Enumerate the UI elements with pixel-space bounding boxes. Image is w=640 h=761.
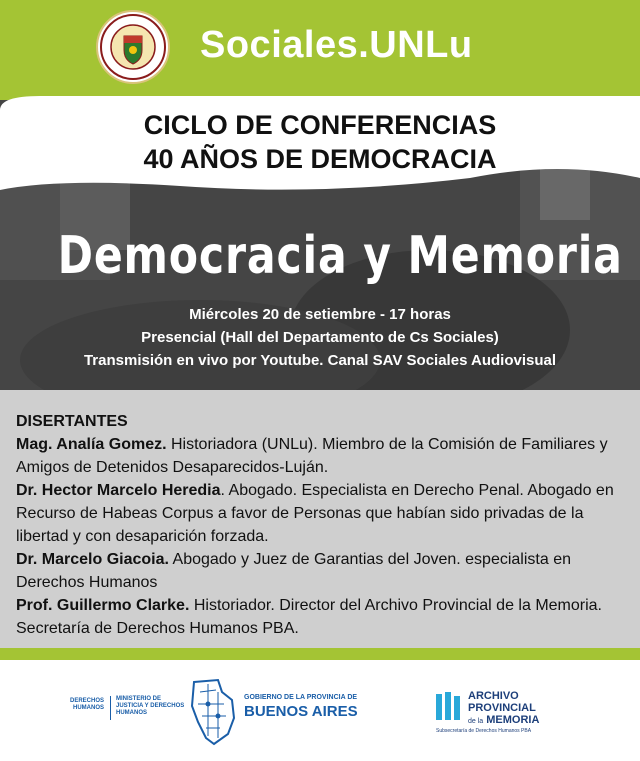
event-details (0, 303, 640, 372)
event-date: Miércoles 20 de setiembre - 17 horas (189, 306, 451, 323)
cycle-line-1: CICLO DE CONFERENCIAS (143, 110, 497, 140)
speaker-name: Mag. Analía Gomez. (16, 436, 167, 453)
brand-title: Sociales.UNLu (200, 24, 473, 66)
gov-line-2: BUENOS AIRES (244, 703, 358, 720)
talk-title: Democracia y Memoria (57, 226, 623, 286)
gov-line-1: GOBIERNO DE LA PROVINCIA DE (244, 694, 358, 701)
ministry-line-2: JUSTICIA Y DERECHOS (116, 703, 185, 709)
speaker-desc: Abogado y Juez de Garantias del Joven. especialista en Derechos Humanos (16, 551, 571, 591)
speaker-item (16, 594, 636, 640)
archive-line-3a: de la (468, 718, 484, 725)
logo-divider (110, 696, 111, 720)
archive-bars-icon (436, 692, 464, 722)
event-venue: Presencial (Hall del Departamento de Cs Sociales) (141, 329, 499, 346)
ddhh-logo (70, 698, 104, 712)
conference-cycle-title (0, 108, 640, 176)
speaker-desc: Historiador. Director del Archivo Provincial de la Memoria. Secretaría de Derechos Humanos PBA. (16, 597, 602, 637)
speakers-heading: DISERTANTES (16, 413, 128, 430)
archive-line-1: ARCHIVO (468, 690, 519, 702)
archive-line-3b: MEMORIA (486, 714, 540, 726)
ddhh-line-1: DERECHOS (70, 698, 105, 704)
ddhh-line-2: HUMANOS (73, 705, 105, 711)
speakers-list (16, 410, 636, 640)
speaker-item (16, 548, 636, 594)
speaker-name: Dr. Marcelo Giacoia. (16, 551, 169, 568)
ministry-line-3: HUMANOS (116, 710, 147, 716)
speaker-item (16, 433, 636, 479)
event-stream: Transmisión en vivo por Youtube. Canal SAV Sociales Audiovisual (83, 352, 557, 369)
footer-logos (0, 660, 640, 761)
cycle-line-2: 40 AÑOS DE DEMOCRACIA (143, 144, 497, 174)
ministry-line-1: MINISTERIO DE (116, 696, 162, 702)
buenos-aires-map-icon (188, 678, 238, 748)
archive-subtitle: Subsecretaría de Derechos Humanos PBA (436, 728, 532, 734)
speaker-desc: Historiadora (UNLu). Miembro de la Comisión de Familiares y Amigos de Detenidos Desaparecidos-Luján. (16, 436, 608, 476)
archive-line-2: PROVINCIAL (468, 702, 536, 714)
speaker-name: Prof. Guillermo Clarke. (16, 597, 190, 614)
speaker-item (16, 479, 636, 548)
archive-logo (468, 690, 539, 728)
ministry-logo (116, 696, 184, 717)
archive-line-3 (468, 714, 539, 728)
speaker-desc: . Abogado. Especialista en Derecho Penal. Abogado en Recurso de Habeas Corpus a favor de Personas que habían sido privadas de la libertad y con desaparición forzada. (16, 482, 614, 545)
speaker-name: Dr. Hector Marcelo Heredia (16, 482, 221, 499)
